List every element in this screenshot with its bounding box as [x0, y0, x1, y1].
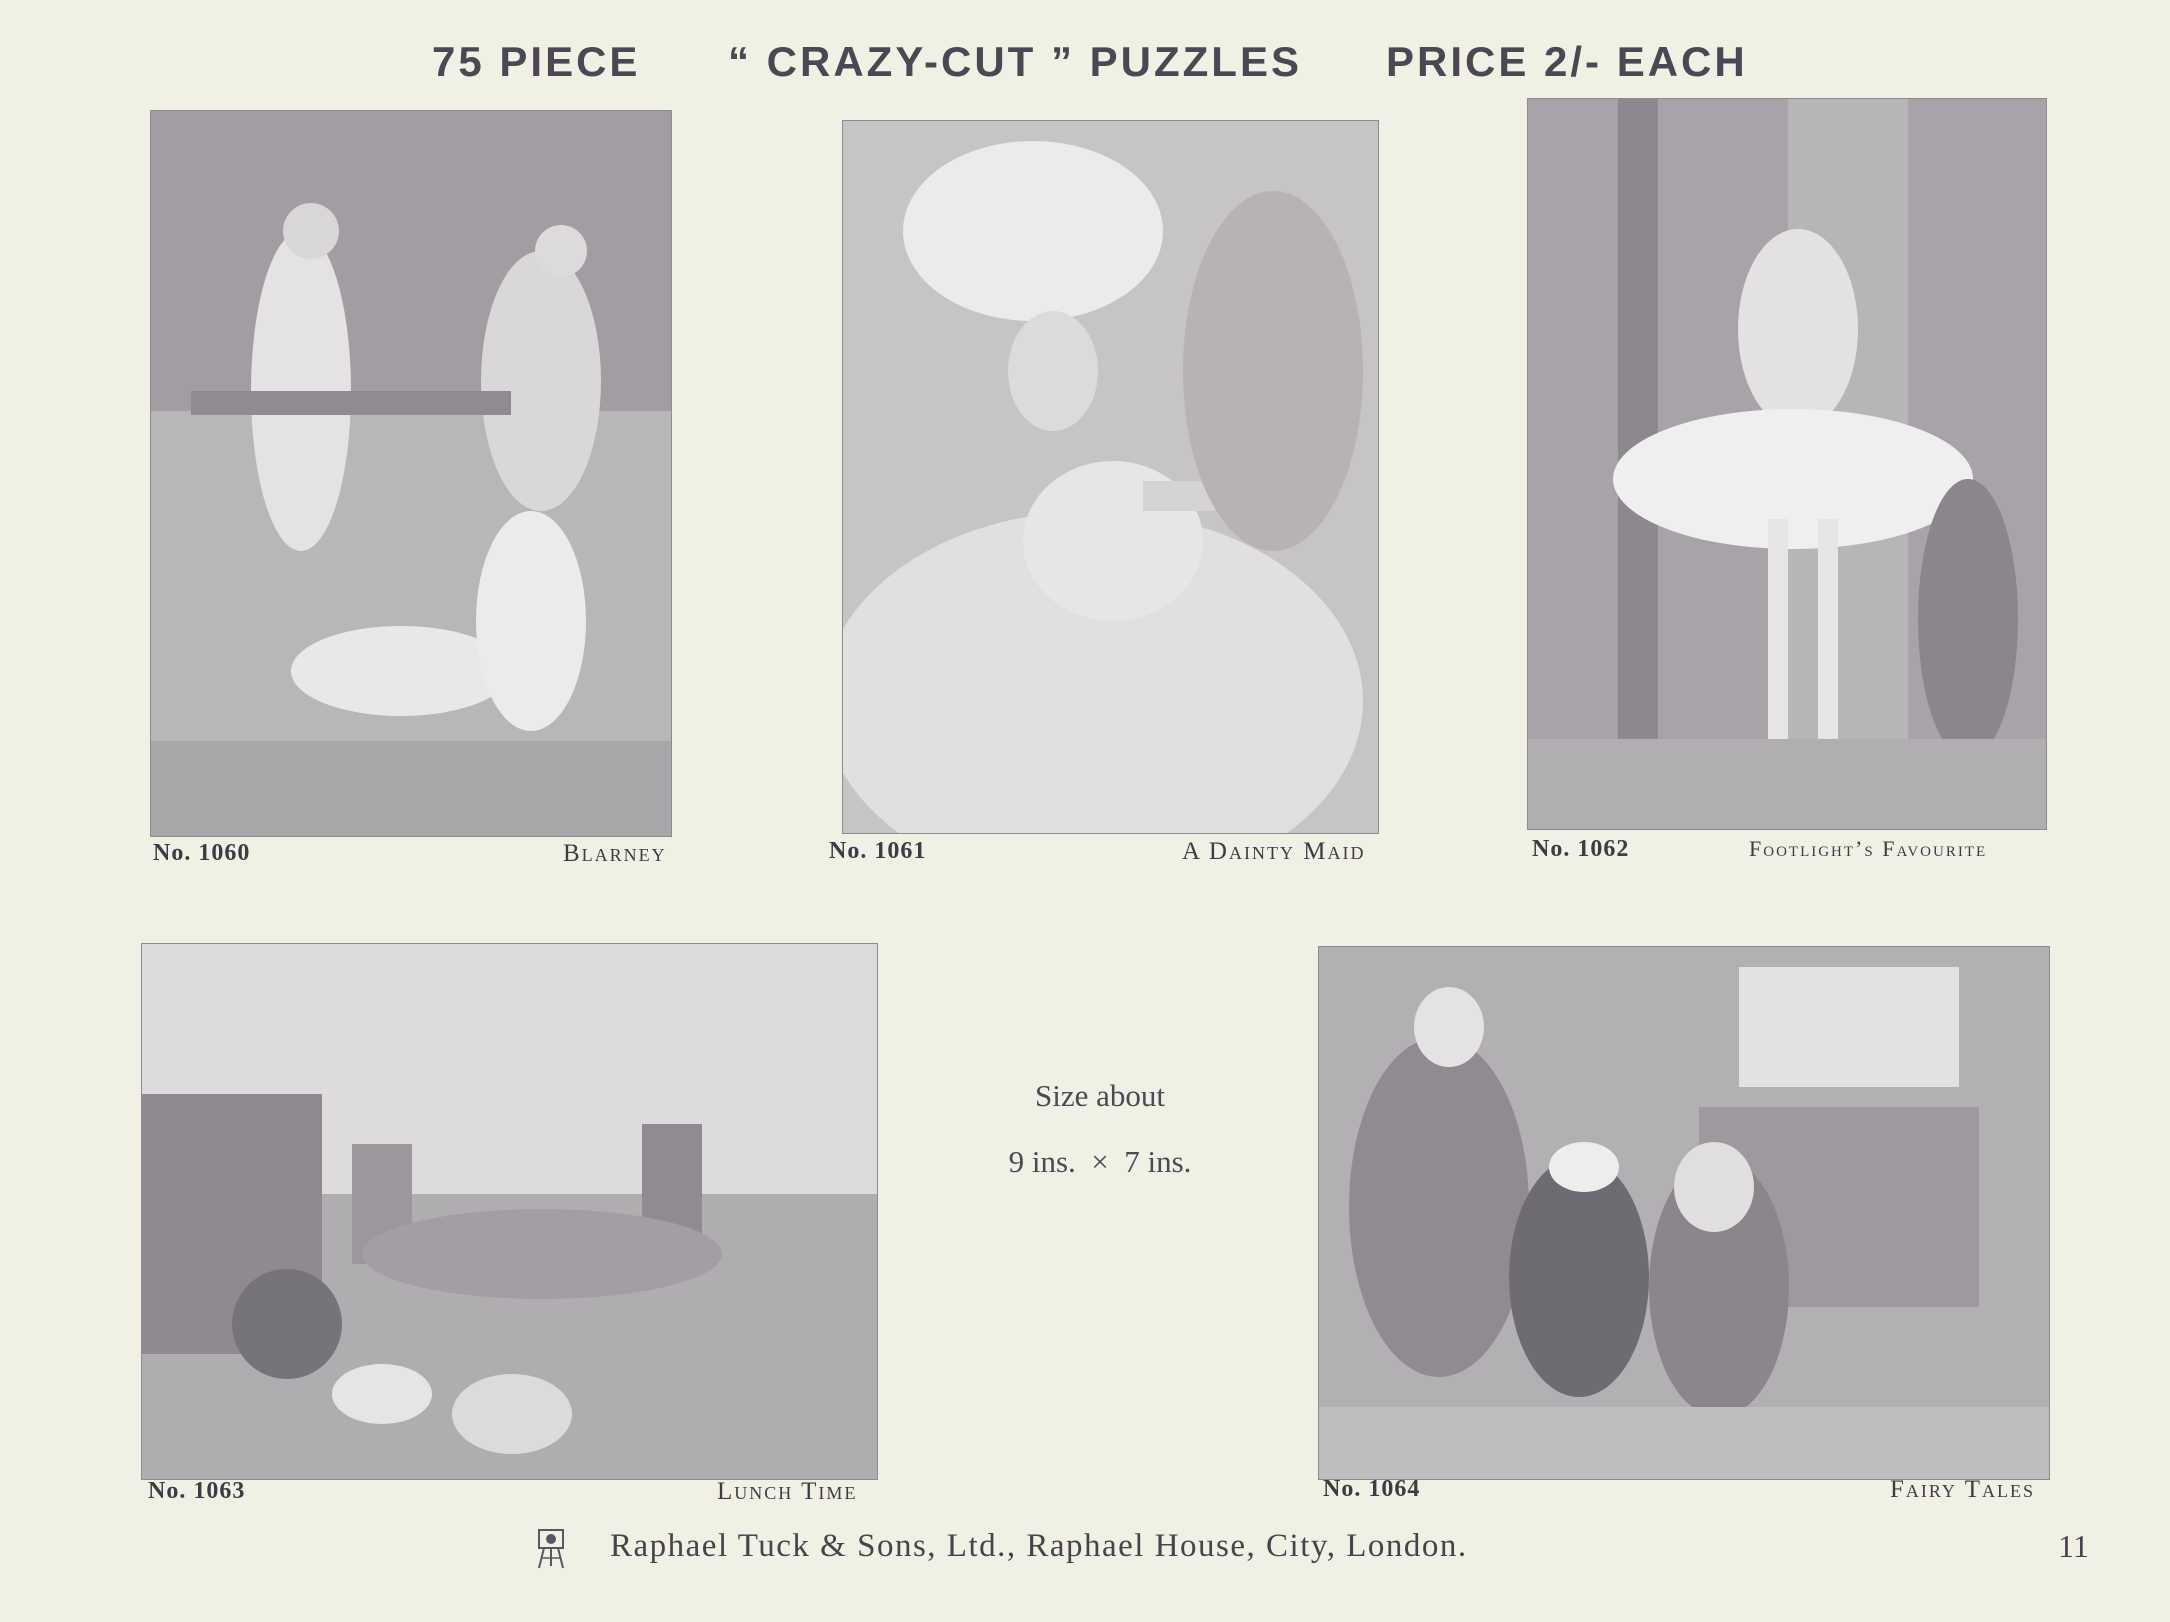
puzzle-number-1060: No. 1060	[153, 840, 251, 866]
puzzle-image-1064	[1318, 946, 2050, 1480]
page-header	[0, 30, 2170, 94]
puzzle-image-1061	[842, 120, 1379, 834]
header-price: PRICE 2/- EACH	[1386, 38, 1748, 85]
puzzle-image-1063	[141, 943, 878, 1480]
header-piece-count: 75 PIECE	[432, 38, 641, 85]
puzzle-number-1064: No. 1064	[1323, 1476, 1421, 1502]
publisher-footer: Raphael Tuck & Sons, Ltd., Raphael House, City, London.	[610, 1528, 1468, 1564]
header-puzzle-type: “ CRAZY-CUT ” PUZZLES	[728, 38, 1302, 85]
puzzle-title-1064: Fairy Tales	[1890, 1476, 2035, 1503]
puzzle-number-1063: No. 1063	[148, 1478, 246, 1504]
puzzle-image-1062	[1527, 98, 2047, 830]
puzzle-number-1061: No. 1061	[829, 838, 927, 864]
page-number: 11	[2058, 1528, 2089, 1564]
size-note-line2: 9 ins. × 7 ins.	[1008, 1144, 1192, 1179]
puzzle-title-1060: Blarney	[563, 840, 667, 867]
puzzle-number-1062: No. 1062	[1532, 836, 1630, 862]
tuck-easel-logo-icon	[536, 1528, 566, 1570]
puzzle-title-1061: A Dainty Maid	[1182, 838, 1366, 865]
puzzle-title-1063: Lunch Time	[717, 1478, 858, 1505]
size-note-line1: Size about	[1035, 1078, 1165, 1113]
puzzle-image-1060	[150, 110, 672, 837]
puzzle-title-1062: Footlight’s Favourite	[1749, 836, 1988, 861]
